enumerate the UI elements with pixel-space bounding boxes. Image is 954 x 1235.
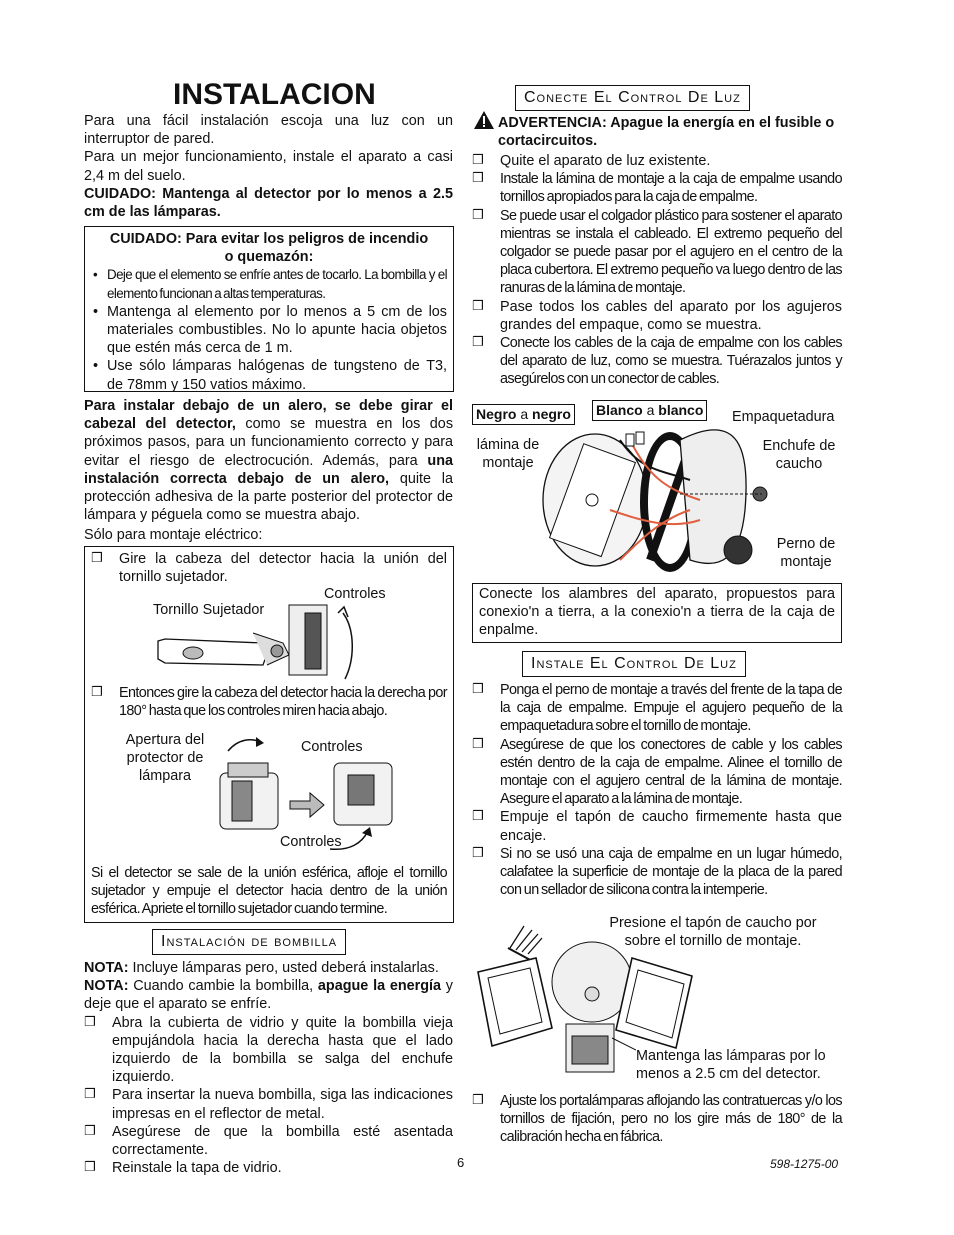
warning-text: ADVERTENCIA: Apague la energía en el fusible o cortacircuitos. xyxy=(498,115,835,150)
fire-caution-item: • Use sólo lámparas halógenas de tungsteno de T3, de 78mm y 150 vatios máximo. xyxy=(91,357,447,393)
connect-step: ❒ Instale la lámina de montaje a la caja de empalme usando tornillos apropiados para la caja de empalme. xyxy=(472,170,842,206)
detector-step-2: ❒ Entonces gire la cabeza del detector hacia la derecha por 180° hasta que los controles miren hacia abajo. xyxy=(91,684,447,720)
fire-caution-box xyxy=(84,226,454,392)
press-plug-label: Presione el tapón de caucho por sobre el tornillo de montaje. xyxy=(609,915,817,949)
detector-step-1: ❒ Gire la cabeza del detector hacia la unión del tornillo sujetador. xyxy=(91,550,447,586)
install-step: ❒ Si no se usó una caja de empalme en un lugar húmedo, calafatee la superficie de montaje de la placa de la pared con un sellador de silicona contra la intemperie. xyxy=(472,845,842,900)
label-a: a xyxy=(516,406,533,422)
bulb-install-heading: Instalación de bombilla xyxy=(152,929,346,955)
eave-text-2: quite la protección adhesiva de la parte posterior del protector de lámpara y péguela como se muestra abajo. xyxy=(84,470,454,524)
fig2-aperture-label: Apertura del protector de lámpara xyxy=(125,732,205,784)
label-white-b: blanco xyxy=(658,402,704,418)
detector-footer-note: Si el detector se sale de la unión esférica, afloje el tornillo sujetador y empuje el detector hacia dentro de la unión esférica. Apriete el tornillo sujetador cuando termine. xyxy=(91,865,447,918)
caution-detector: CUIDADO: Mantenga al detector por lo menos a 2.5 cm de las lámparas. xyxy=(84,185,453,221)
fire-caution-title: CUIDADO: Para evitar los peligros de incendio o quemazón: xyxy=(109,231,429,266)
keep-distance-label: Mantenga las lámparas por lo menos a 2.5 cm del detector. xyxy=(636,1048,826,1082)
detector-steps-box xyxy=(84,546,454,923)
intro-paragraph-1: Para una fácil instalación escoja una luz con un interruptor de pared. xyxy=(84,113,453,148)
gasket-label: Empaquetadura xyxy=(732,409,835,425)
install-steps xyxy=(472,681,842,899)
connect-step: ❒ Se puede usar el colgador plástico para sostener el aparato mientras se instala el cableado. El extremo pequeño del colgador se puede pasar por el agujero en el centro de la placa cubertora. El extremo pequeño va luego dentro de las ranuras de la lámina de montaje. xyxy=(472,207,842,298)
fig2-controls-top-label: Controles xyxy=(301,739,363,755)
label-black-b: negro xyxy=(532,406,571,422)
note-text: Cuando cambie la bombilla, xyxy=(128,978,318,995)
note-label: NOTA: xyxy=(84,960,129,976)
final-step xyxy=(472,1092,842,1147)
bulb-step: ❒ Asegúrese de que la bombilla esté asentada correctamente. xyxy=(84,1123,453,1159)
plug-label: Enchufe de caucho xyxy=(762,438,836,472)
connect-steps xyxy=(472,152,842,389)
page-title: INSTALACION xyxy=(173,78,376,111)
connect-heading: Conecte El Control De Luz xyxy=(515,85,750,111)
eave-bold-2: una instalación correcta debajo de un alero, xyxy=(84,452,453,487)
intro-paragraph-2: Para un mejor funcionamiento, instale el aparato a casi 2,4 m del suelo. xyxy=(84,149,453,184)
connect-step: ❒ Pase todos los cables del aparato por los agujeros grandes del empaque, como se muestra. xyxy=(472,298,842,334)
fig1-screw-label: Tornillo Sujetador xyxy=(153,602,265,618)
page-number: 6 xyxy=(457,1155,465,1170)
label-black-a: Negro xyxy=(476,406,517,422)
fire-caution-item: • Mantenga al elemento por lo menos a 5 cm de los materiales combustibles. No lo apunte hacia objetos que estén más cerca de 1 m. xyxy=(91,303,447,358)
doc-code: 598-1275-00 xyxy=(770,1157,839,1171)
label-white-a: Blanco xyxy=(596,402,643,418)
plate-label: lámina de montaje xyxy=(476,437,540,471)
warning-icon xyxy=(473,110,495,130)
bulb-step: ❒ Para insertar la nueva bombilla, siga las indicaciones impresas en el reflector de metal. xyxy=(84,1086,453,1122)
eave-bold-1: Para instalar debajo de un alero, se debe girar el cabezal del detector, xyxy=(84,398,453,433)
floodlight-figure xyxy=(472,918,732,1078)
connect-step: ❒ Quite el aparato de luz existente. xyxy=(472,152,842,170)
label-a: a xyxy=(642,402,659,418)
note-text: y deje que el aparato se enfríe. xyxy=(84,978,453,1013)
ground-note-box: Conecte los alambres del aparato, propuestos para conexio'n a tierra, a la conexio'n a tierra de la caja de enpalme. xyxy=(472,583,842,643)
left-column xyxy=(84,112,453,221)
eave-text-1: como se muestra en los dos próximos pasos, para un funcionamiento correcto y para evitar el riesgo de electrocución. Además, para xyxy=(84,416,454,469)
connect-step: ❒ Conecte los cables de la caja de empalme con los cables del aparato de luz, como se muestra. Tuérazalos juntos y asegúrelos con un conector de cables. xyxy=(472,334,842,389)
fig1-controls-label: Controles xyxy=(324,586,386,602)
install-step: ❒ Ponga el perno de montaje a través del frente de la tapa de la caja de empalme. Empuje el agujero pequeño de la empaquetadura sobre el tornillo de montaje. xyxy=(472,681,842,736)
note-label: NOTA: xyxy=(84,978,129,995)
bulb-install-section xyxy=(84,959,453,1177)
fig2-controls-bottom-label: Controles xyxy=(280,834,342,850)
bulb-step: ❒ Reinstale la tapa de vidrio. xyxy=(84,1159,453,1177)
fire-caution-item: • Deje que el elemento se enfríe antes de tocarlo. La bombilla y el elemento funcionan a altas temperaturas. xyxy=(91,266,447,302)
install-step: ❒ Asegúrese de que los conectores de cable y los cables estén dentro de la caja de empalme. Alinee el tornillo de montaje con el agujero central de la lámina de montaje. Asegure el aparato a la lámina de montaje. xyxy=(472,736,842,809)
bolt-label: Perno de montaje xyxy=(776,536,836,570)
bulb-step: ❒ Abra la cubierta de vidrio y quite la bombilla vieja empujándola hacia la derecha hasta que el lado izquierdo de la bombilla se salga del enchufe izquierdo. xyxy=(84,1014,453,1087)
wiring-figure xyxy=(540,410,770,582)
eave-paragraph xyxy=(84,397,453,524)
note-bold: apague la energía xyxy=(317,978,442,995)
electric-only-label: Sólo para montaje eléctrico: xyxy=(84,527,263,543)
note-text: Incluye lámparas pero, usted deberá instalarlas. xyxy=(128,960,439,976)
install-step: ❒ Empuje el tapón de caucho firmemente hasta que encaje. xyxy=(472,808,842,844)
detector-rotation-figure xyxy=(155,599,365,689)
final-step-text: ❒ Ajuste los portalámparas aflojando las contratuercas y/o los tornillos de fijación, pero no los gire más de 180° de la calibración hecha en fábrica. xyxy=(472,1092,842,1147)
detector-flip-figure xyxy=(210,733,410,853)
install-control-heading: Instale El Control De Luz xyxy=(522,651,746,677)
